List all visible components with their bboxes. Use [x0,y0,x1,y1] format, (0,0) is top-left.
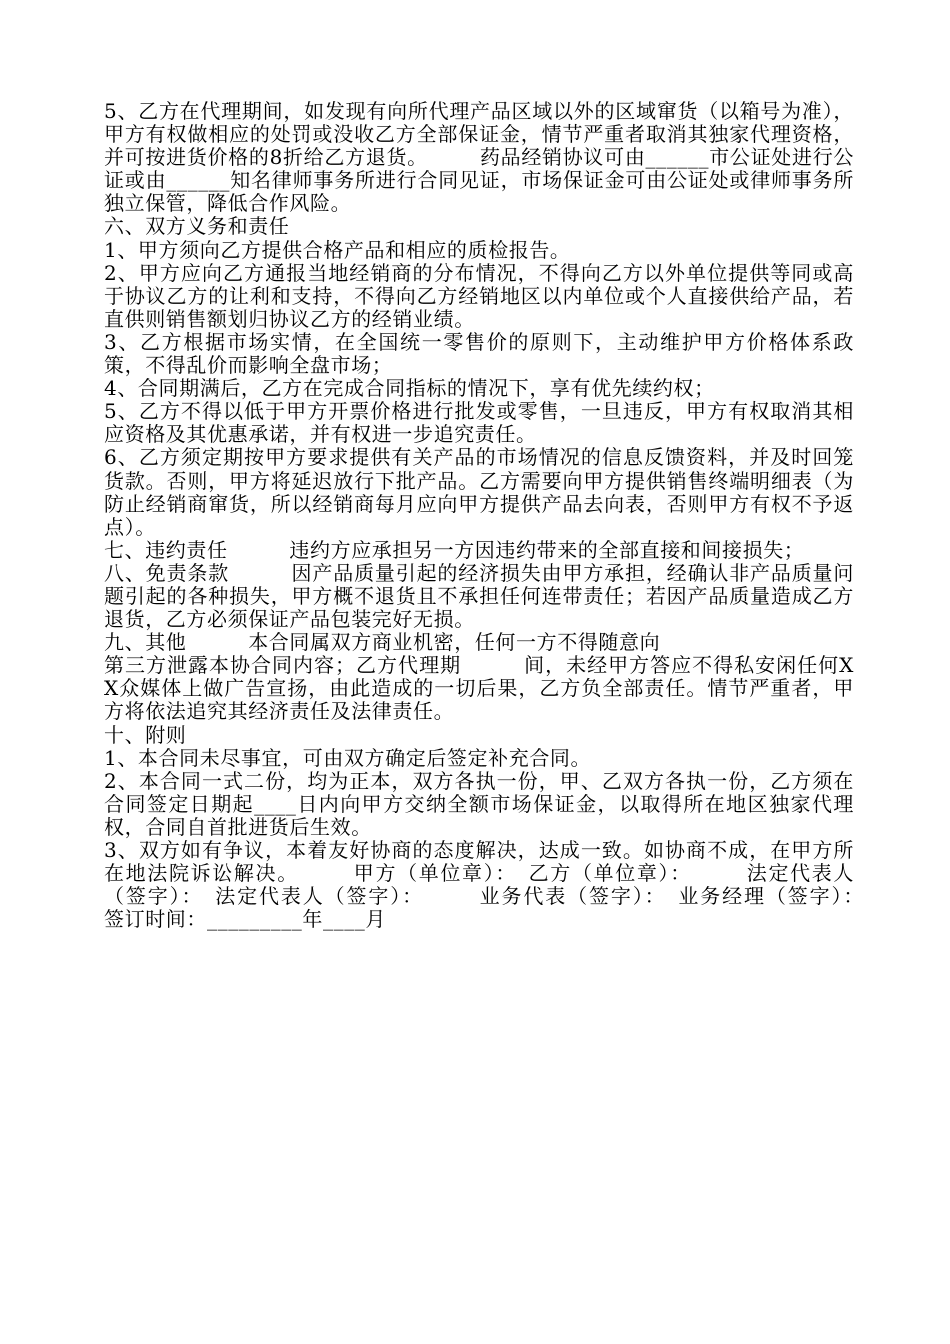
section-10-heading: 十、附则 [104,722,187,747]
section-6-item-4: 4、合同期满后，乙方在完成合同指标的情况下，享有优先续约权； [104,376,715,401]
section-6-item-5: 5、乙方不得以低于甲方开票价格进行批发或零售，一旦违反，甲方有权取消其相应资格及其优惠承诺，并有权进一步追究责任。 [104,399,854,447]
section-6-item-6: 6、乙方须定期按甲方要求提供有关产品的市场情况的信息反馈资料，并及时回笼货款。否则，甲方将延迟放行下批产品。乙方需要向甲方提供销售终端明细表（为防止经销商窜货，所以经销商每月应向甲方提供产品去向表，否则甲方有权不予返点）。 [104,445,854,539]
section-6-item-1: 1、甲方须向乙方提供合格产品和相应的质检报告。 [104,237,571,262]
clause-5-anti-crossregion: 5、乙方在代理期间，如发现有向所代理产品区域以外的区域窜货（以箱号为准），甲方有权做相应的处罚或没收乙方全部保证金，情节严重者取消其独家代理资格，并可按进货价格的8折给乙方退货。 药品经销协议可由______市公证处进行公证或由______知名律师事务所进行合同见证，市场保证金可由公证处或律师事务所独立保管，降低合作风险。 [104,99,854,216]
section-10-item-3-signatures: 3、双方如有争议，本着友好协商的态度解决，达成一致。如协商不成，在甲方所在地法院诉讼解决。 甲方（单位章）： 乙方（单位章）： 法定代表人（签字）： 法定代表人（签字）： 业务代表（签字）： 业务经理（签字）： 签订时间：_________年____月 [104,838,916,932]
section-9-other: 九、其他 本合同属双方商业机密，任何一方不得随意向 [104,630,661,655]
section-10-item-1: 1、本合同未尽事宜，可由双方确定后签定补充合同。 [104,745,592,770]
section-9-continued: 第三方泄露本协合同内容；乙方代理期 间，未经甲方答应不得私安闲任何XX众媒体上做广告宣扬，由此造成的一切后果，乙方负全部责任。情节严重者，甲方将依法追究其经济责任及法律责任。 [104,653,854,724]
section-6-heading: 六、双方义务和责任 [104,214,290,239]
section-6-item-2: 2、甲方应向乙方通报当地经销商的分布情况，不得向乙方以外单位提供等同或高于协议乙方的让利和支持，不得向乙方经销地区以内单位或个人直接供给产品，若直供则销售额划归协议乙方的经销业绩。 [104,260,854,331]
document-body [104,99,916,932]
section-8-exemption: 八、免责条款 因产品质量引起的经济损失由甲方承担，经确认非产品质量问题引起的各种损失，甲方概不退货且不承担任何连带责任；若因产品质量造成乙方退货，乙方必须保证产品包装完好无损。 [104,560,854,632]
section-10-item-2: 2、本合同一式二份，均为正本，双方各执一份，甲、乙双方各执一份，乙方须在合同签定日期起____日内向甲方交纳全额市场保证金，以取得所在地区独家代理权，合同自首批进货后生效。 [104,768,854,839]
section-7-liability: 七、违约责任 违约方应承担另一方因违约带来的全部直接和间接损失； [104,537,805,562]
section-6-item-3: 3、乙方根据市场实情，在全国统一零售价的原则下，主动维护甲方价格体系政策，不得乱价而影响全盘市场； [104,329,854,378]
